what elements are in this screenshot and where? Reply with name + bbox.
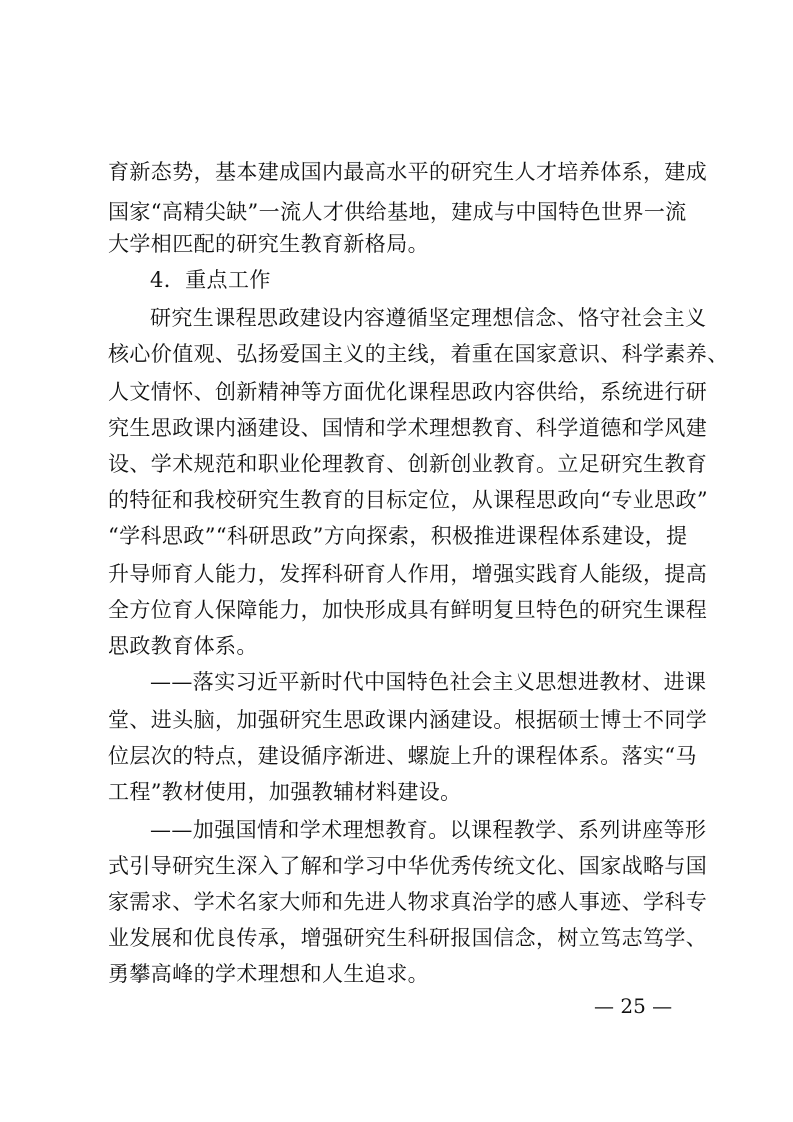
body-text-line: 究生思政课内涵建设、国情和学术理想教育、科学道德和学风建 bbox=[108, 416, 708, 440]
body-text-line: 升导师育人能力，发挥科研育人作用，增强实践育人能级，提高 bbox=[108, 562, 708, 586]
body-text-line: 核心价值观、弘扬爱国主义的主线，着重在国家意识、科学素养、 bbox=[108, 342, 729, 366]
body-text-line: 家需求、学术名家大师和先进人物求真治学的感人事迹、学科专 bbox=[108, 890, 708, 914]
body-text-line: 全方位育人保障能力，加快形成具有鲜明复旦特色的研究生课程 bbox=[108, 598, 708, 622]
body-text-line: “学科思政”“科研思政”方向探索，积极推进课程体系建设，提 bbox=[108, 524, 688, 548]
body-text-line: 育新态势，基本建成国内最高水平的研究生人才培养体系，建成 bbox=[108, 160, 708, 184]
body-text-line: 式引导研究生深入了解和学习中华优秀传统文化、国家战略与国 bbox=[108, 854, 708, 878]
body-text-line: ——加强国情和学术理想教育。以课程教学、系列讲座等形 bbox=[150, 818, 707, 842]
body-text-line: 思政教育体系。 bbox=[108, 634, 258, 658]
body-text-line: 位层次的特点，建设循序渐进、螺旋上升的课程体系。落实“马 bbox=[108, 744, 697, 768]
body-text-line: 大学相匹配的研究生教育新格局。 bbox=[108, 232, 429, 256]
section-heading: 4．重点工作 bbox=[150, 268, 271, 292]
body-text-line: 勇攀高峰的学术理想和人生追求。 bbox=[108, 962, 429, 986]
body-text-line: 业发展和优良传承，增强研究生科研报国信念，树立笃志笃学、 bbox=[108, 926, 708, 950]
body-text-line: ——落实习近平新时代中国特色社会主义思想进教材、进课 bbox=[150, 670, 707, 694]
body-text-line: 设、学术规范和职业伦理教育、创新创业教育。立足研究生教育 bbox=[108, 452, 708, 476]
body-text-line: 堂、进头脑，加强研究生思政课内涵建设。根据硕士博士不同学 bbox=[108, 708, 708, 732]
body-text-line: 的特征和我校研究生教育的目标定位，从课程思政向“专业思政” bbox=[108, 488, 709, 512]
body-text-line: 工程”教材使用，加强教辅材料建设。 bbox=[108, 780, 462, 804]
body-text-line: 人文情怀、创新精神等方面优化课程思政内容供给，系统进行研 bbox=[108, 380, 708, 404]
page-number: — 25 — bbox=[594, 994, 673, 1018]
body-text-line: 研究生课程思政建设内容遵循坚定理想信念、恪守社会主义 bbox=[150, 306, 707, 330]
body-text-line: 国家“高精尖缺”一流人才供给基地，建成与中国特色世界一流 bbox=[108, 200, 687, 224]
